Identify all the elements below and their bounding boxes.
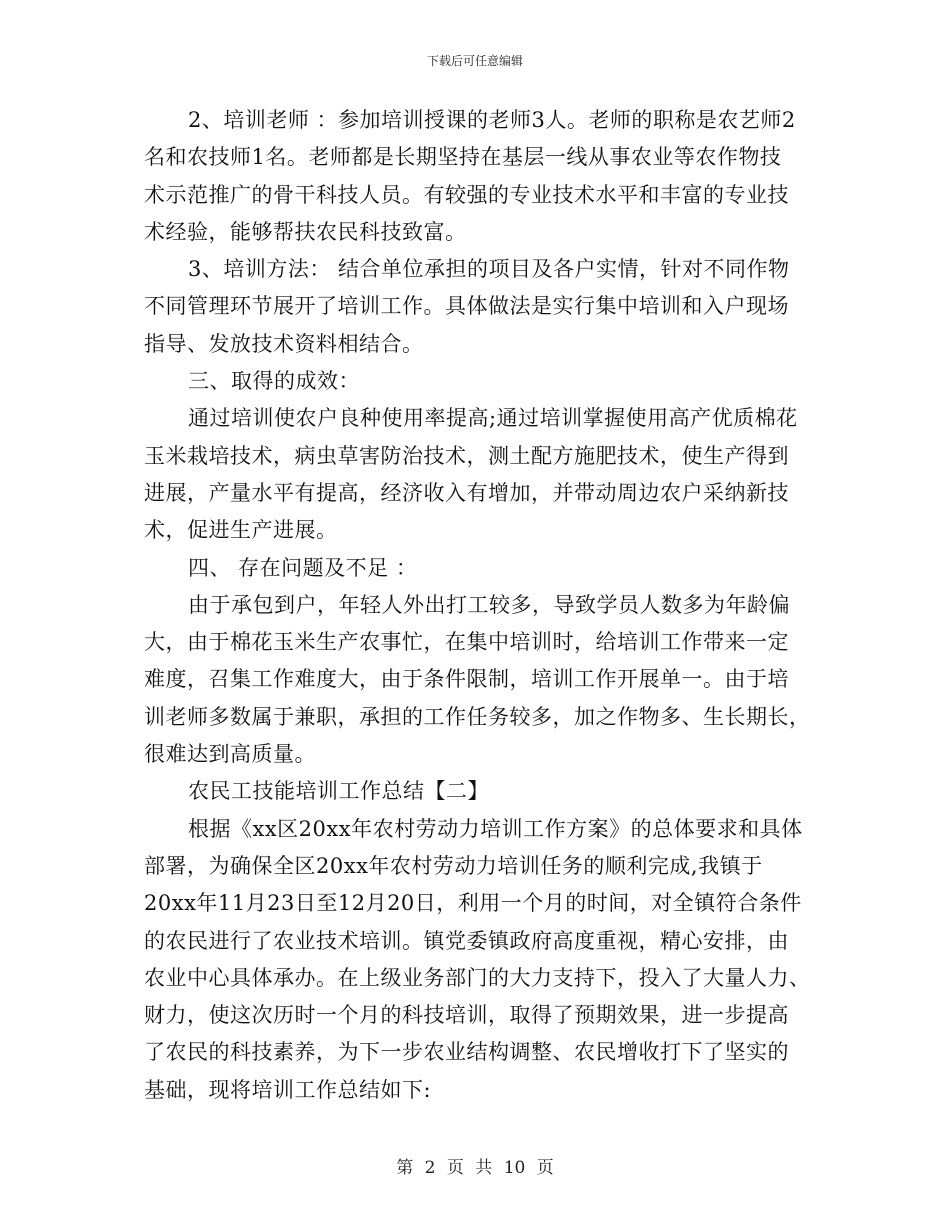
- text-line: 术，促进生产进展。: [144, 518, 338, 543]
- text-line: 由于承包到户，年轻人外出打工较多，导致学员人数多为年龄偏: [188, 592, 790, 617]
- text-line: 农民工技能培训工作总结【二】: [188, 779, 489, 804]
- text-line: 术示范推广的骨干科技人员。有较强的专业技术水平和丰富的专业技: [144, 182, 789, 207]
- text-line: 进展，产量水平有提高，经济收入有增加，并带动周边农户采纳新技: [144, 480, 789, 505]
- text-line: 大，由于棉花玉米生产农事忙，在集中培训时，给培训工作带来一定: [144, 630, 789, 655]
- text-line: 2、培训老师 ：参加培训授课的老师3人。老师的职称是农艺师2: [188, 108, 796, 132]
- text-line: 不同管理环节展开了培训工作。具体做法是实行集中培训和入户现场: [144, 294, 789, 319]
- text-line: 根据《xx区20xx年农村劳动力培训工作方案》的总体要求和具体: [188, 816, 803, 841]
- text-line: 名和农技师1名。老师都是长期坚持在基层一线从事农业等农作物技: [144, 145, 782, 170]
- text-line: 指导、发放技术资料相结合。: [144, 331, 424, 356]
- text-line: 3、培训方法： 结合单位承担的项目及各户实情，针对不同作物: [188, 257, 790, 282]
- text-line: 玉米栽培技术，病虫草害防治技术，测土配方施肥技术，使生产得到: [144, 443, 789, 468]
- text-line: 通过培训使农户良种使用率提高;通过培训掌握使用高产优质棉花: [188, 406, 798, 431]
- text-line: 基础，现将培训工作总结如下:: [144, 1077, 432, 1102]
- text-line: 了农民的科技素养，为下一步农业结构调整、农民增收打下了坚实的: [144, 1040, 789, 1065]
- text-line: 20xx年11月23日至12月20日，利用一个月的时间，对全镇符合条件: [144, 891, 802, 916]
- text-line: 术经验，能够帮扶农民科技致富。: [144, 219, 467, 244]
- text-line: 三、取得的成效：: [188, 369, 360, 394]
- page-footer: 第 2 页 共 10 页: [396, 1158, 554, 1178]
- text-line: 很难达到高质量。: [144, 742, 316, 767]
- page-header: 下载后可任意编辑: [426, 54, 523, 68]
- text-line: 部署，为确保全区20xx年农村劳动力培训任务的顺利完成,我镇于: [144, 853, 763, 878]
- text-line: 难度，召集工作难度大，由于条件限制，培训工作开展单一。由于培: [144, 667, 789, 692]
- text-line: 财力，使这次历时一个月的科技培训，取得了预期效果，进一步提高: [144, 1003, 789, 1028]
- text-line: 训老师多数属于兼职，承担的工作任务较多，加之作物多、生长期长，: [144, 704, 811, 729]
- text-line: 四、 存在问题及不足 ：: [188, 555, 418, 580]
- text-line: 农业中心具体承办。在上级业务部门的大力支持下，投入了大量人力、: [144, 965, 811, 990]
- document-body: [144, 102, 812, 1109]
- text-line: 的农民进行了农业技术培训。镇党委镇政府高度重视，精心安排，由: [144, 928, 789, 953]
